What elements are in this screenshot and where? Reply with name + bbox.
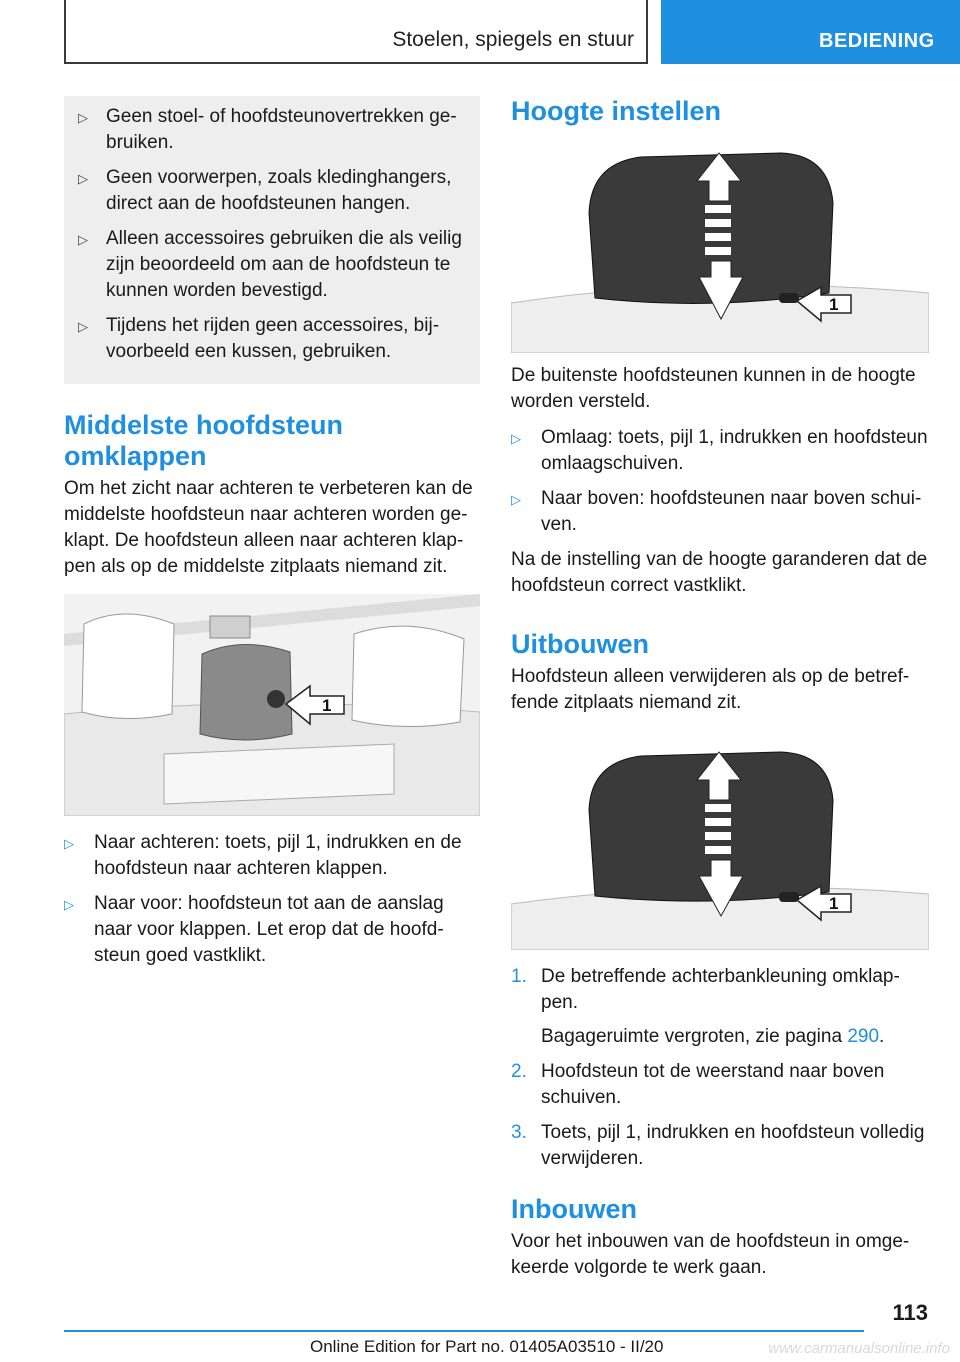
- triangle-bullet-icon: ▷: [511, 431, 521, 446]
- height-intro: De buitenste hoofdsteunen kunnen in de hoogte worden versteld.: [511, 365, 916, 412]
- left-column: [64, 96, 480, 978]
- warning-item: ▷ Alleen accessoires gebruiken die als veilig zijn beoordeeld om aan de hoofdsteun te kunnen worden bevestigd.: [78, 228, 462, 301]
- remove-heading: Uitbouwen: [511, 629, 649, 659]
- warning-item: ▷ Geen voorwerpen, zoals kledinghangers, direct aan de hoofdsteunen hangen.: [78, 167, 452, 214]
- warning-item: ▷ Geen stoel- of hoofdsteunovertrekken gebruiken.: [78, 106, 457, 153]
- triangle-bullet-icon: ▷: [78, 110, 88, 125]
- chapter-tab[interactable]: BEDIENING: [661, 0, 960, 64]
- height-after: Na de instelling van de hoogte garanderen dat de hoofdsteun correct vastklikt.: [511, 549, 928, 596]
- height-headrest-figure: [511, 143, 929, 353]
- footer-rule: [64, 1330, 864, 1332]
- remove-headrest-figure: [511, 744, 929, 950]
- remove-step: 3. Toets, pijl 1, indrukken en hoofdsteun volledig verwijderen.: [511, 1122, 925, 1169]
- triangle-bullet-icon: ▷: [511, 492, 521, 507]
- height-step: ▷ Naar boven: hoofdsteunen naar boven schuiven.: [511, 488, 922, 535]
- warning-box: [64, 96, 480, 384]
- warning-item: ▷ Tijdens het rijden geen accessoires, bijvoorbeeld een kussen, gebruiken.: [78, 315, 440, 362]
- install-heading: Inbouwen: [511, 1194, 637, 1224]
- fold-headrest-figure: [64, 594, 480, 816]
- remove-step-note: Bagageruimte vergroten, zie pagina 290.: [541, 1026, 885, 1047]
- fold-step: ▷ Naar achteren: toets, pijl 1, indrukken en de hoofdsteun naar achteren klappen.: [64, 832, 462, 879]
- triangle-bullet-icon: ▷: [64, 897, 74, 912]
- remove-figure-callout: 1: [829, 894, 839, 913]
- remove-step: 1. De betreffende achterbankleuning omklappen. Bagageruimte vergroten, zie pagina 290.: [511, 964, 929, 1050]
- page-number: 113: [892, 1300, 928, 1325]
- height-figure-callout: 1: [829, 295, 839, 314]
- header-frame: [64, 0, 648, 64]
- fold-intro: Om het zicht naar achteren te verbeteren kan de middelste hoofdsteun naar achteren worden geklapt. De hoofdsteun alleen naar achteren klappen als op de middelste zitplaats niemand zit.: [64, 478, 473, 577]
- fold-figure-callout: 1: [322, 696, 332, 715]
- watermark: www.carmanualsonline.info: [768, 1340, 950, 1357]
- edition-text: Online Edition for Part no. 01405A03510 - II/20: [310, 1337, 664, 1356]
- remove-steps: [511, 964, 929, 1172]
- fold-heading: Middelste hoofdsteun omklappen: [64, 410, 343, 471]
- triangle-bullet-icon: ▷: [64, 836, 74, 851]
- height-step: ▷ Omlaag: toets, pijl 1, indrukken en hoofdsteun omlaagschuiven.: [511, 427, 928, 474]
- triangle-bullet-icon: ▷: [78, 319, 88, 334]
- height-heading: Hoogte instellen: [511, 96, 722, 126]
- triangle-bullet-icon: ▷: [78, 171, 88, 186]
- page-reference-link[interactable]: 290: [847, 1026, 880, 1047]
- triangle-bullet-icon: ▷: [78, 232, 88, 247]
- right-column: [511, 96, 929, 1291]
- install-intro: Voor het inbouwen van de hoofdsteun in omgekeerde volgorde te werk gaan.: [511, 1231, 910, 1278]
- remove-intro: Hoofdsteun alleen verwijderen als op de betreffende zitplaats niemand zit.: [511, 666, 910, 713]
- warning-list: [78, 104, 462, 365]
- remove-step: 2. Hoofdsteun tot de weerstand naar boven schuiven.: [511, 1061, 885, 1108]
- fold-step: ▷ Naar voor: hoofdsteun tot aan de aanslag naar voor klappen. Let erop dat de hoofdsteun goed vastklikt.: [64, 893, 444, 966]
- section-title: Stoelen, spiegels en stuur: [392, 28, 634, 51]
- fold-steps: [64, 830, 480, 969]
- height-steps: [511, 425, 929, 538]
